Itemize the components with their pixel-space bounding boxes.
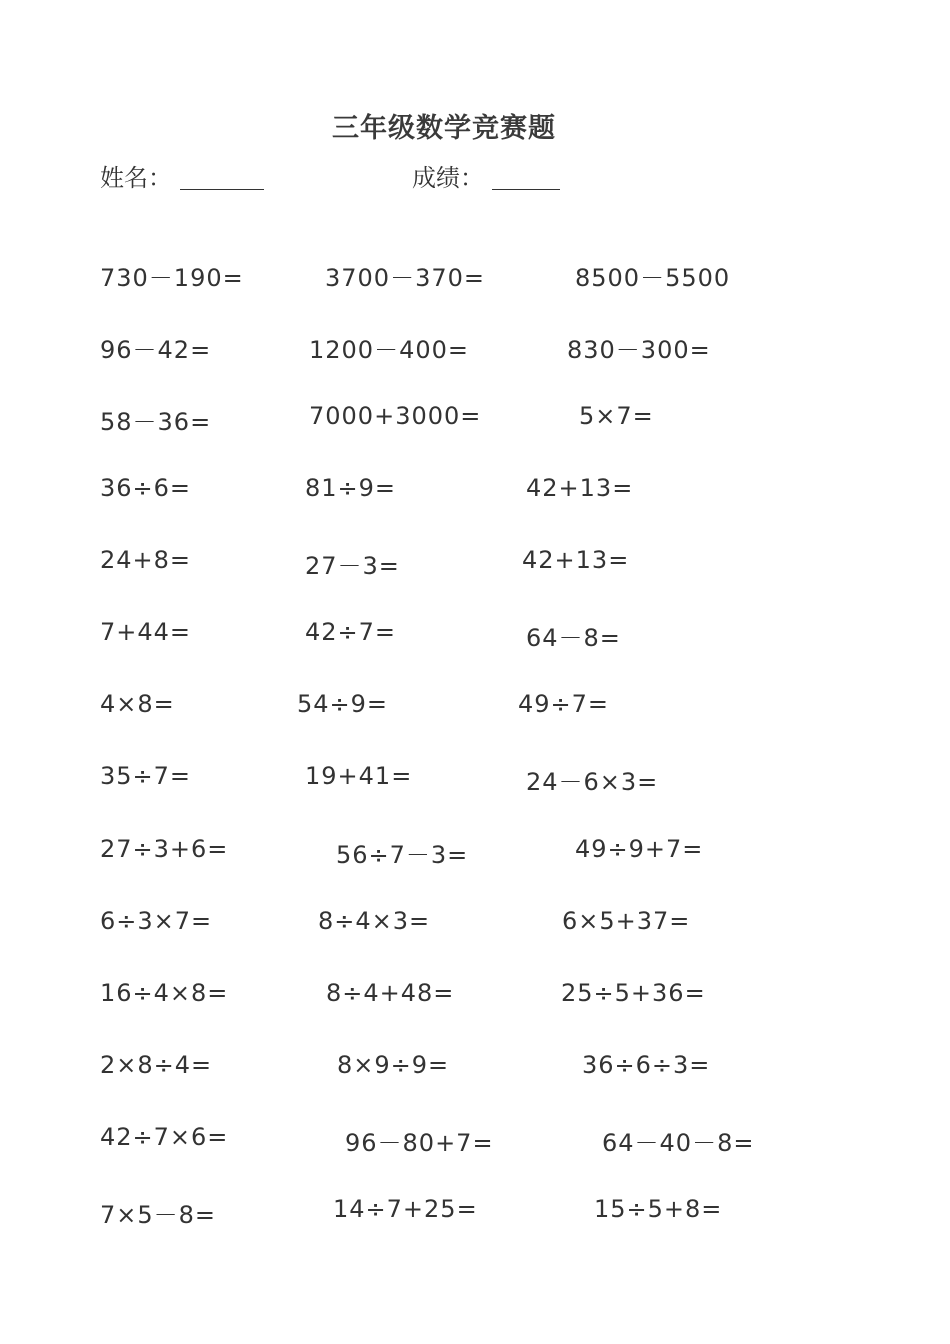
problem: 7+44= xyxy=(100,618,192,646)
problem-row xyxy=(0,402,950,438)
problem: 54÷9= xyxy=(297,690,389,718)
problem: 42÷7= xyxy=(305,618,397,646)
problem: 1200－400= xyxy=(309,336,469,364)
score-label: 成绩： xyxy=(412,164,484,192)
score-blank-line[interactable] xyxy=(492,163,560,190)
problem: 27－3= xyxy=(305,552,400,580)
problem: 8500－5500 xyxy=(575,264,731,292)
name-blank-line[interactable] xyxy=(180,163,264,190)
page-title: 三年级数学竞赛题 xyxy=(332,113,556,144)
problem: 64－8= xyxy=(526,624,621,652)
problem: 58－36= xyxy=(100,408,212,436)
problem: 14÷7+25= xyxy=(333,1195,478,1223)
problem: 730－190= xyxy=(100,264,244,292)
problem-row xyxy=(0,1051,950,1087)
problem: 36÷6= xyxy=(100,474,192,502)
problem: 8÷4×3= xyxy=(318,907,431,935)
problem-row xyxy=(0,979,950,1015)
problem: 19+41= xyxy=(305,762,413,790)
problem: 36÷6÷3= xyxy=(582,1051,711,1079)
name-label: 姓名： xyxy=(100,164,172,192)
problem-row xyxy=(0,762,950,798)
problem: 15÷5+8= xyxy=(594,1195,723,1223)
problem: 5×7= xyxy=(579,402,654,430)
problem: 6÷3×7= xyxy=(100,907,213,935)
problem: 7000+3000= xyxy=(309,402,482,430)
problem-row xyxy=(0,690,950,726)
problem: 49÷9+7= xyxy=(575,835,704,863)
problem: 8÷4+48= xyxy=(326,979,455,1007)
problem: 96－42= xyxy=(100,336,212,364)
problem: 49÷7= xyxy=(518,690,610,718)
score-field xyxy=(412,158,560,193)
problem-row xyxy=(0,618,950,654)
problem: 3700－370= xyxy=(325,264,485,292)
problem: 7×5－8= xyxy=(100,1201,217,1229)
problem: 25÷5+36= xyxy=(561,979,706,1007)
problem: 16÷4×8= xyxy=(100,979,229,1007)
problem-row xyxy=(0,330,950,366)
problem: 42÷7×6= xyxy=(100,1123,229,1151)
problem: 6×5+37= xyxy=(562,907,691,935)
problem: 96－80+7= xyxy=(345,1129,494,1157)
problem-row xyxy=(0,258,950,294)
problem-row xyxy=(0,1123,950,1159)
problem: 42+13= xyxy=(526,474,634,502)
problem-row xyxy=(0,907,950,943)
problem: 42+13= xyxy=(522,546,630,574)
problem-row xyxy=(0,474,950,510)
problem: 8×9÷9= xyxy=(337,1051,450,1079)
problem: 24－6×3= xyxy=(526,768,659,796)
problem: 64－40－8= xyxy=(602,1129,755,1157)
problem-row xyxy=(0,546,950,582)
problem: 4×8= xyxy=(100,690,175,718)
problem: 830－300= xyxy=(567,336,711,364)
problem: 27÷3+6= xyxy=(100,835,229,863)
problem: 56÷7－3= xyxy=(336,841,469,869)
problem: 2×8÷4= xyxy=(100,1051,213,1079)
problem: 35÷7= xyxy=(100,762,192,790)
problem: 24+8= xyxy=(100,546,192,574)
problem-row xyxy=(0,1195,950,1231)
problem-row xyxy=(0,835,950,871)
name-field xyxy=(100,158,264,193)
problem: 81÷9= xyxy=(305,474,397,502)
